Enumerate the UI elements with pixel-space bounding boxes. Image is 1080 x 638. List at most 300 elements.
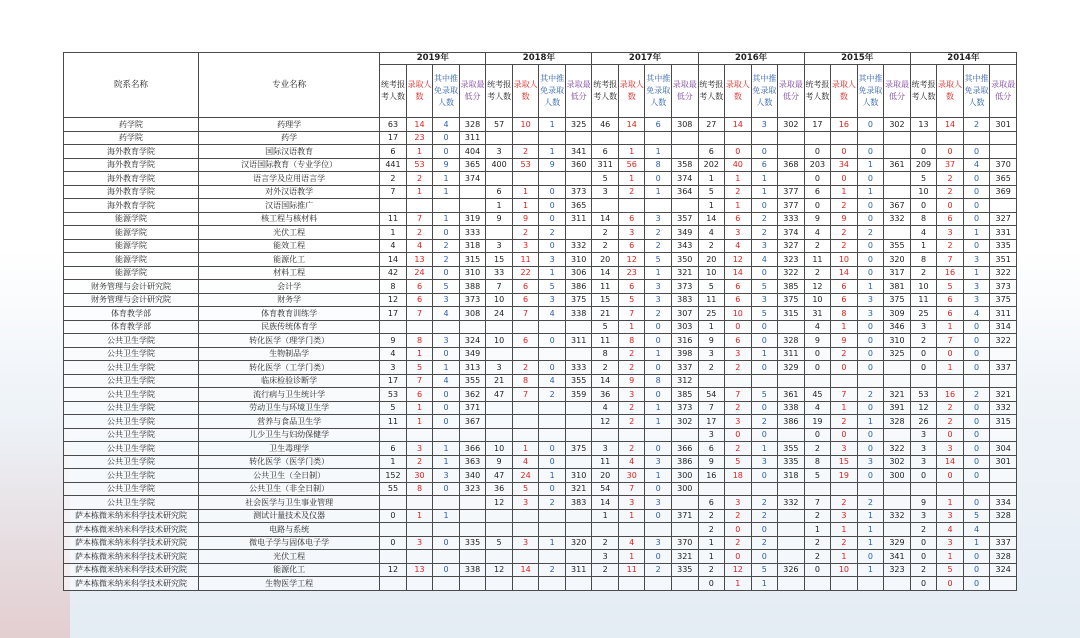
admitted-header: 录取人数 (725, 65, 752, 118)
applicants-cell: 202 (698, 158, 725, 172)
recommended-cell: 1 (857, 523, 884, 537)
admitted-cell (937, 482, 964, 496)
applicants-cell: 47 (486, 388, 513, 402)
applicants-cell: 2 (804, 442, 831, 456)
admitted-cell: 2 (831, 199, 858, 213)
major-name-cell: 能源化工 (199, 253, 380, 267)
applicants-cell: 14 (592, 266, 619, 280)
admitted-cell: 1 (618, 509, 645, 523)
applicants-cell (804, 374, 831, 388)
applicants-cell: 1 (698, 172, 725, 186)
admitted-cell: 3 (618, 388, 645, 402)
min-score-cell: 302 (884, 118, 911, 132)
admitted-cell (406, 496, 433, 510)
recommended-cell (433, 320, 460, 334)
applicants-cell: 16 (698, 469, 725, 483)
min-score-cell (459, 320, 486, 334)
recommended-cell: 2 (433, 239, 460, 253)
applicants-cell: 1 (698, 199, 725, 213)
admitted-cell: 6 (725, 212, 752, 226)
recommended-cell: 0 (433, 145, 460, 159)
min-score-cell (778, 550, 805, 564)
min-score-cell: 385 (778, 280, 805, 294)
min-score-cell: 310 (565, 253, 592, 267)
applicants-header: 统考报考人数 (804, 65, 831, 118)
admitted-cell: 9 (512, 212, 539, 226)
major-name-cell: 测试计量技术及仪器 (199, 509, 380, 523)
college-name-cell: 能源学院 (64, 253, 199, 267)
recommended-cell: 2 (645, 239, 672, 253)
major-name-cell: 财务学 (199, 293, 380, 307)
min-score-cell (778, 536, 805, 550)
min-score-cell: 331 (990, 226, 1017, 240)
recommended-cell: 1 (751, 172, 778, 186)
recommended-cell (539, 550, 566, 564)
applicants-cell: 5 (486, 536, 513, 550)
applicants-cell (486, 320, 513, 334)
recommended-cell (539, 509, 566, 523)
min-score-cell: 325 (565, 118, 592, 132)
college-name-cell: 海外教育学院 (64, 172, 199, 186)
recommended-cell: 2 (539, 226, 566, 240)
applicants-cell (380, 550, 407, 564)
applicants-header: 统考报考人数 (698, 65, 725, 118)
min-score-cell: 375 (565, 293, 592, 307)
recommended-cell: 0 (645, 442, 672, 456)
recommended-cell: 1 (539, 145, 566, 159)
applicants-cell (910, 482, 937, 496)
recommended-cell (645, 523, 672, 537)
min-score-cell: 328 (778, 334, 805, 348)
table-row (64, 536, 1017, 550)
table-row (64, 455, 1017, 469)
min-score-cell (565, 131, 592, 145)
recommended-cell: 4 (433, 374, 460, 388)
major-name-cell: 劳动卫生与环境卫生学 (199, 401, 380, 415)
applicants-header: 统考报考人数 (380, 65, 407, 118)
admitted-cell: 1 (831, 320, 858, 334)
admitted-cell: 1 (512, 442, 539, 456)
admitted-cell: 2 (512, 226, 539, 240)
admitted-cell: 3 (512, 239, 539, 253)
admitted-cell: 2 (725, 361, 752, 375)
recommended-cell: 5 (751, 563, 778, 577)
admitted-cell: 2 (831, 239, 858, 253)
applicants-cell (592, 199, 619, 213)
admitted-cell (512, 428, 539, 442)
major-name-cell: 微电子学与固体电子学 (199, 536, 380, 550)
admitted-cell: 12 (725, 253, 752, 267)
recommended-cell: 0 (963, 415, 990, 429)
admitted-cell: 2 (725, 536, 752, 550)
recommended-cell: 2 (751, 415, 778, 429)
admitted-cell: 7 (406, 307, 433, 321)
table-row (64, 401, 1017, 415)
applicants-cell: 8 (910, 253, 937, 267)
applicants-cell: 6 (486, 185, 513, 199)
admitted-cell: 14 (618, 118, 645, 132)
admitted-cell: 40 (725, 158, 752, 172)
admitted-cell: 18 (725, 469, 752, 483)
applicants-cell: 7 (804, 496, 831, 510)
min-score-cell (990, 374, 1017, 388)
recommended-cell: 1 (751, 347, 778, 361)
applicants-cell: 3 (486, 239, 513, 253)
min-score-cell: 366 (459, 442, 486, 456)
min-score-cell: 320 (884, 253, 911, 267)
min-score-cell (778, 131, 805, 145)
min-score-cell (990, 523, 1017, 537)
min-score-cell (565, 320, 592, 334)
college-name-cell: 萨本栋微米纳米科学技术研究院 (64, 509, 199, 523)
applicants-cell: 2 (804, 536, 831, 550)
applicants-cell: 2 (592, 536, 619, 550)
admitted-cell (406, 523, 433, 537)
recommended-cell: 0 (539, 442, 566, 456)
admitted-header: 录取人数 (406, 65, 433, 118)
applicants-cell: 2 (910, 563, 937, 577)
min-score-cell: 329 (778, 361, 805, 375)
min-score-cell: 361 (778, 388, 805, 402)
admitted-cell: 10 (512, 118, 539, 132)
college-name-cell: 公共卫生学院 (64, 428, 199, 442)
recommended-cell: 1 (539, 536, 566, 550)
college-name-cell: 财务管理与会计研究院 (64, 280, 199, 294)
admitted-cell: 0 (831, 428, 858, 442)
applicants-cell: 53 (380, 388, 407, 402)
recommended-cell: 0 (857, 347, 884, 361)
admitted-cell: 2 (618, 185, 645, 199)
table-row (64, 523, 1017, 537)
min-score-cell: 383 (671, 293, 698, 307)
admitted-cell: 5 (937, 563, 964, 577)
min-score-cell (565, 415, 592, 429)
admitted-cell: 53 (512, 158, 539, 172)
min-score-cell (671, 496, 698, 510)
college-name-cell: 药学院 (64, 131, 199, 145)
applicants-cell (804, 577, 831, 591)
admitted-cell: 10 (725, 307, 752, 321)
recommended-header: 其中推免录取人数 (963, 65, 990, 118)
applicants-cell: 47 (486, 469, 513, 483)
applicants-cell: 2 (592, 226, 619, 240)
recommended-cell: 0 (645, 334, 672, 348)
admitted-cell: 7 (618, 482, 645, 496)
recommended-cell: 0 (857, 172, 884, 186)
min-score-cell (778, 172, 805, 186)
recommended-cell (539, 131, 566, 145)
college-name-cell: 能源学院 (64, 212, 199, 226)
college-name-cell: 萨本栋微米纳米科学技术研究院 (64, 523, 199, 537)
applicants-cell: 17 (380, 374, 407, 388)
applicants-cell: 3 (698, 428, 725, 442)
admitted-cell: 1 (512, 185, 539, 199)
recommended-cell: 2 (645, 563, 672, 577)
admitted-cell: 2 (725, 185, 752, 199)
recommended-cell: 5 (645, 253, 672, 267)
admitted-cell: 0 (937, 469, 964, 483)
table-row (64, 469, 1017, 483)
major-name-cell: 光伏工程 (199, 226, 380, 240)
admitted-cell: 37 (937, 158, 964, 172)
applicants-cell: 2 (910, 266, 937, 280)
recommended-cell: 2 (857, 496, 884, 510)
min-score-cell: 383 (565, 496, 592, 510)
applicants-cell: 4 (698, 226, 725, 240)
applicants-cell: 0 (804, 347, 831, 361)
min-score-cell: 301 (990, 455, 1017, 469)
min-score-cell (565, 577, 592, 591)
min-score-cell: 374 (778, 226, 805, 240)
applicants-cell: 0 (910, 536, 937, 550)
major-name-cell: 能效工程 (199, 239, 380, 253)
applicants-cell (486, 226, 513, 240)
applicants-cell: 8 (592, 347, 619, 361)
min-score-cell (990, 145, 1017, 159)
recommended-cell: 1 (857, 158, 884, 172)
min-score-cell: 332 (565, 239, 592, 253)
recommended-cell: 1 (857, 563, 884, 577)
recommended-cell (433, 199, 460, 213)
applicants-cell: 9 (486, 212, 513, 226)
admitted-cell: 23 (618, 266, 645, 280)
admitted-cell: 2 (618, 361, 645, 375)
admitted-cell (512, 550, 539, 564)
applicants-cell: 14 (698, 212, 725, 226)
recommended-cell: 3 (751, 118, 778, 132)
admitted-cell: 3 (406, 536, 433, 550)
applicants-cell (698, 482, 725, 496)
admitted-cell: 2 (831, 226, 858, 240)
admitted-cell: 23 (406, 131, 433, 145)
admitted-cell: 6 (725, 293, 752, 307)
applicants-cell (804, 131, 831, 145)
applicants-cell: 10 (910, 185, 937, 199)
recommended-cell: 0 (857, 212, 884, 226)
applicants-cell: 45 (804, 388, 831, 402)
recommended-cell: 5 (539, 280, 566, 294)
recommended-cell: 0 (963, 239, 990, 253)
recommended-cell: 0 (433, 536, 460, 550)
recommended-cell: 0 (539, 185, 566, 199)
min-score-header: 录取最低分 (884, 65, 911, 118)
min-score-cell: 324 (459, 334, 486, 348)
admitted-cell: 1 (618, 172, 645, 186)
min-score-cell: 338 (565, 307, 592, 321)
recommended-cell: 3 (645, 536, 672, 550)
recommended-cell (433, 577, 460, 591)
admitted-cell: 2 (512, 361, 539, 375)
min-score-cell: 317 (884, 266, 911, 280)
min-score-cell: 327 (990, 212, 1017, 226)
admitted-cell: 3 (831, 509, 858, 523)
applicants-cell: 2 (804, 509, 831, 523)
admitted-cell: 12 (725, 563, 752, 577)
min-score-cell: 386 (671, 455, 698, 469)
applicants-cell (698, 374, 725, 388)
admitted-cell: 3 (937, 226, 964, 240)
major-name-cell: 会计学 (199, 280, 380, 294)
admitted-cell: 4 (937, 523, 964, 537)
min-score-cell: 385 (671, 388, 698, 402)
min-score-cell: 357 (671, 212, 698, 226)
admitted-cell: 3 (512, 496, 539, 510)
recommended-cell: 1 (433, 172, 460, 186)
recommended-cell: 0 (963, 428, 990, 442)
recommended-cell (433, 428, 460, 442)
applicants-cell: 0 (804, 172, 831, 186)
min-score-cell: 355 (459, 374, 486, 388)
recommended-cell: 2 (433, 253, 460, 267)
min-score-cell: 308 (459, 307, 486, 321)
min-score-cell (565, 509, 592, 523)
admitted-cell: 6 (618, 239, 645, 253)
applicants-cell: 7 (486, 280, 513, 294)
admitted-cell: 7 (406, 212, 433, 226)
applicants-cell: 63 (380, 118, 407, 132)
major-name-cell: 药理学 (199, 118, 380, 132)
recommended-cell: 2 (539, 563, 566, 577)
admitted-cell (618, 577, 645, 591)
applicants-cell (698, 131, 725, 145)
major-name-cell: 卫生毒理学 (199, 442, 380, 456)
min-score-cell: 337 (671, 361, 698, 375)
recommended-header: 其中推免录取人数 (433, 65, 460, 118)
recommended-cell: 9 (539, 158, 566, 172)
major-name-cell: 能源化工 (199, 563, 380, 577)
applicants-cell (486, 172, 513, 186)
min-score-cell: 373 (671, 280, 698, 294)
min-score-cell: 311 (565, 563, 592, 577)
min-score-cell (671, 523, 698, 537)
min-score-cell: 391 (884, 401, 911, 415)
min-score-cell: 365 (990, 172, 1017, 186)
min-score-cell: 337 (990, 536, 1017, 550)
admitted-cell (937, 131, 964, 145)
min-score-cell (565, 550, 592, 564)
recommended-cell: 1 (857, 280, 884, 294)
applicants-cell: 17 (804, 118, 831, 132)
applicants-cell: 11 (910, 293, 937, 307)
recommended-cell: 3 (751, 239, 778, 253)
college-name-cell: 能源学院 (64, 239, 199, 253)
admitted-cell (406, 199, 433, 213)
recommended-cell: 3 (963, 293, 990, 307)
applicants-cell: 3 (486, 145, 513, 159)
min-score-cell (671, 577, 698, 591)
recommended-cell: 0 (539, 361, 566, 375)
min-score-cell (778, 577, 805, 591)
major-name-cell: 国际汉语教育 (199, 145, 380, 159)
min-score-cell: 310 (565, 469, 592, 483)
admitted-cell: 3 (937, 442, 964, 456)
recommended-cell: 0 (857, 334, 884, 348)
recommended-cell: 6 (751, 158, 778, 172)
table-row (64, 185, 1017, 199)
recommended-cell: 8 (645, 374, 672, 388)
recommended-cell: 0 (433, 482, 460, 496)
major-name-cell: 民族传统体育学 (199, 320, 380, 334)
table-row (64, 307, 1017, 321)
recommended-cell: 4 (539, 374, 566, 388)
applicants-cell: 4 (804, 401, 831, 415)
recommended-cell (645, 428, 672, 442)
applicants-cell: 2 (804, 266, 831, 280)
recommended-cell: 1 (645, 347, 672, 361)
min-score-cell: 386 (565, 280, 592, 294)
min-score-cell: 321 (671, 550, 698, 564)
recommended-cell: 1 (645, 401, 672, 415)
min-score-cell (565, 428, 592, 442)
recommended-cell: 0 (857, 469, 884, 483)
admitted-cell: 14 (937, 118, 964, 132)
min-score-cell: 373 (459, 293, 486, 307)
admitted-cell (831, 482, 858, 496)
applicants-cell (486, 347, 513, 361)
recommended-cell: 0 (857, 442, 884, 456)
admitted-cell: 7 (725, 388, 752, 402)
recommended-cell: 3 (857, 455, 884, 469)
major-name-cell: 公共卫生（非全日制） (199, 482, 380, 496)
recommended-cell (539, 577, 566, 591)
recommended-cell: 3 (539, 253, 566, 267)
recommended-cell: 0 (857, 239, 884, 253)
admitted-cell: 15 (831, 455, 858, 469)
min-score-cell (990, 428, 1017, 442)
college-name-cell: 财务管理与会计研究院 (64, 293, 199, 307)
recommended-cell: 0 (857, 401, 884, 415)
admitted-cell: 7 (937, 253, 964, 267)
applicants-cell: 1 (698, 536, 725, 550)
applicants-cell: 441 (380, 158, 407, 172)
recommended-cell: 0 (751, 266, 778, 280)
min-score-cell (459, 577, 486, 591)
admitted-cell: 16 (831, 118, 858, 132)
min-score-cell (884, 226, 911, 240)
college-name-cell: 能源学院 (64, 266, 199, 280)
admitted-cell: 0 (831, 172, 858, 186)
recommended-cell: 1 (433, 185, 460, 199)
applicants-cell: 15 (486, 253, 513, 267)
recommended-cell: 4 (539, 307, 566, 321)
applicants-cell: 3 (910, 320, 937, 334)
applicants-cell: 5 (804, 469, 831, 483)
min-score-cell: 333 (459, 226, 486, 240)
applicants-cell: 2 (698, 509, 725, 523)
min-score-cell (459, 509, 486, 523)
recommended-cell: 0 (433, 226, 460, 240)
min-score-cell: 349 (671, 226, 698, 240)
min-score-cell: 322 (884, 442, 911, 456)
recommended-cell: 0 (751, 361, 778, 375)
admitted-cell: 12 (618, 253, 645, 267)
min-score-cell (778, 509, 805, 523)
admitted-cell: 2 (937, 185, 964, 199)
admitted-cell: 0 (831, 361, 858, 375)
min-score-cell (671, 428, 698, 442)
applicants-cell (910, 131, 937, 145)
admitted-cell: 2 (725, 509, 752, 523)
recommended-cell (539, 415, 566, 429)
admitted-cell: 1 (406, 509, 433, 523)
recommended-cell: 1 (433, 212, 460, 226)
applicants-cell: 10 (698, 266, 725, 280)
applicants-cell: 9 (910, 496, 937, 510)
min-score-cell (565, 226, 592, 240)
applicants-cell: 3 (910, 455, 937, 469)
recommended-cell: 2 (751, 226, 778, 240)
applicants-cell: 2 (698, 361, 725, 375)
